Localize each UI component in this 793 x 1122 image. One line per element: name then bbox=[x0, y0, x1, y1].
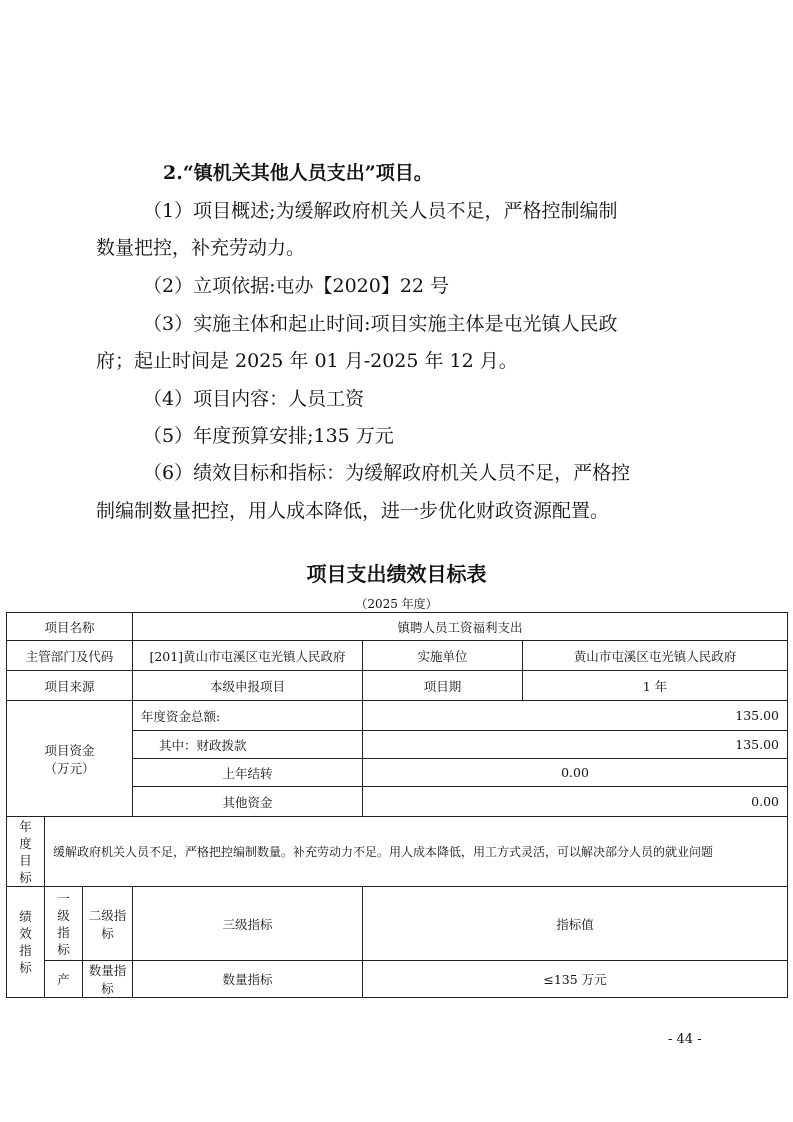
other-label: 其他资金 bbox=[133, 787, 363, 817]
impl-value: 黄山市屯溪区屯光镇人民政府 bbox=[523, 641, 788, 671]
paragraph-line: （4）项目内容：人员工资 bbox=[143, 388, 365, 410]
value-label: 指标值 bbox=[363, 887, 788, 961]
source-label: 项目来源 bbox=[7, 671, 133, 701]
period-value: 1 年 bbox=[523, 671, 788, 701]
table-row bbox=[7, 817, 788, 887]
level3-label: 三级指标 bbox=[133, 887, 363, 961]
dept-label: 主管部门及代码 bbox=[7, 641, 133, 671]
funds-unit: （万元） bbox=[44, 760, 95, 776]
paragraph-line: 制编制数量把控，用人成本降低，进一步优化财政资源配置。 bbox=[96, 500, 610, 522]
goal-label: 年 度 目 标 bbox=[7, 817, 45, 887]
table-row bbox=[7, 961, 788, 998]
table-row bbox=[7, 641, 788, 671]
carryover-label: 上年结转 bbox=[133, 759, 363, 787]
level1-label: 一 级 指 标 bbox=[45, 887, 83, 961]
section-heading: 2.“镇机关其他人员支出”项目。 bbox=[163, 162, 433, 184]
other-value: 0.00 bbox=[363, 787, 788, 817]
fiscal-value: 135.00 bbox=[363, 731, 788, 759]
level2-value: 数量指标 bbox=[83, 961, 133, 998]
paragraph-line: （6）绩效目标和指标：为缓解政府机关人员不足，严格控 bbox=[143, 462, 631, 484]
level2-label: 二级指标 bbox=[83, 887, 133, 961]
source-value: 本级申报项目 bbox=[133, 671, 363, 701]
project-name: 镇聘人员工资福利支出 bbox=[133, 613, 788, 641]
table-row bbox=[7, 671, 788, 701]
paragraph-line: （5）年度预算安排;135 万元 bbox=[143, 425, 394, 447]
paragraph-line: （1）项目概述;为缓解政府机关人员不足，严格控制编制 bbox=[143, 200, 618, 222]
indicators-label: 绩 效 指 标 bbox=[7, 887, 45, 998]
table-title: 项目支出绩效目标表 bbox=[306, 562, 487, 586]
table-row bbox=[7, 887, 788, 961]
project-name-label: 项目名称 bbox=[7, 613, 133, 641]
indicator-value: ≤135 万元 bbox=[363, 961, 788, 998]
table-year: （2025 年度） bbox=[355, 597, 438, 611]
funds-label-cell bbox=[7, 701, 133, 817]
level3-value: 数量指标 bbox=[133, 961, 363, 998]
table-row bbox=[7, 701, 788, 731]
paragraph-line: 府；起止时间是 2025 年 01 月-2025 年 12 月。 bbox=[96, 350, 518, 372]
funds-label: 项目资金 bbox=[44, 742, 95, 758]
fiscal-label: 其中：财政拨款 bbox=[133, 731, 363, 759]
period-label: 项目期 bbox=[363, 671, 523, 701]
total-label: 年度资金总额: bbox=[133, 701, 363, 731]
total-value: 135.00 bbox=[363, 701, 788, 731]
performance-table bbox=[6, 612, 788, 998]
page-number: - 44 - bbox=[668, 1032, 702, 1047]
carryover-value: 0.00 bbox=[363, 759, 788, 787]
dept-value: [201]黄山市屯溪区屯光镇人民政府 bbox=[133, 641, 363, 671]
paragraph-line: （3）实施主体和起止时间:项目实施主体是屯光镇人民政 bbox=[143, 313, 618, 335]
paragraph-line: （2）立项依据:屯办【2020】22 号 bbox=[143, 275, 450, 297]
table-row bbox=[7, 613, 788, 641]
level1-value: 产 bbox=[45, 961, 83, 998]
impl-label: 实施单位 bbox=[363, 641, 523, 671]
goal-text: 缓解政府机关人员不足，严格把控编制数量。补充劳动力不足。用人成本降低，用工方式灵活，可以解决部分人员的就业问题 bbox=[45, 817, 788, 887]
paragraph-line: 数量把控，补充劳动力。 bbox=[96, 237, 306, 259]
